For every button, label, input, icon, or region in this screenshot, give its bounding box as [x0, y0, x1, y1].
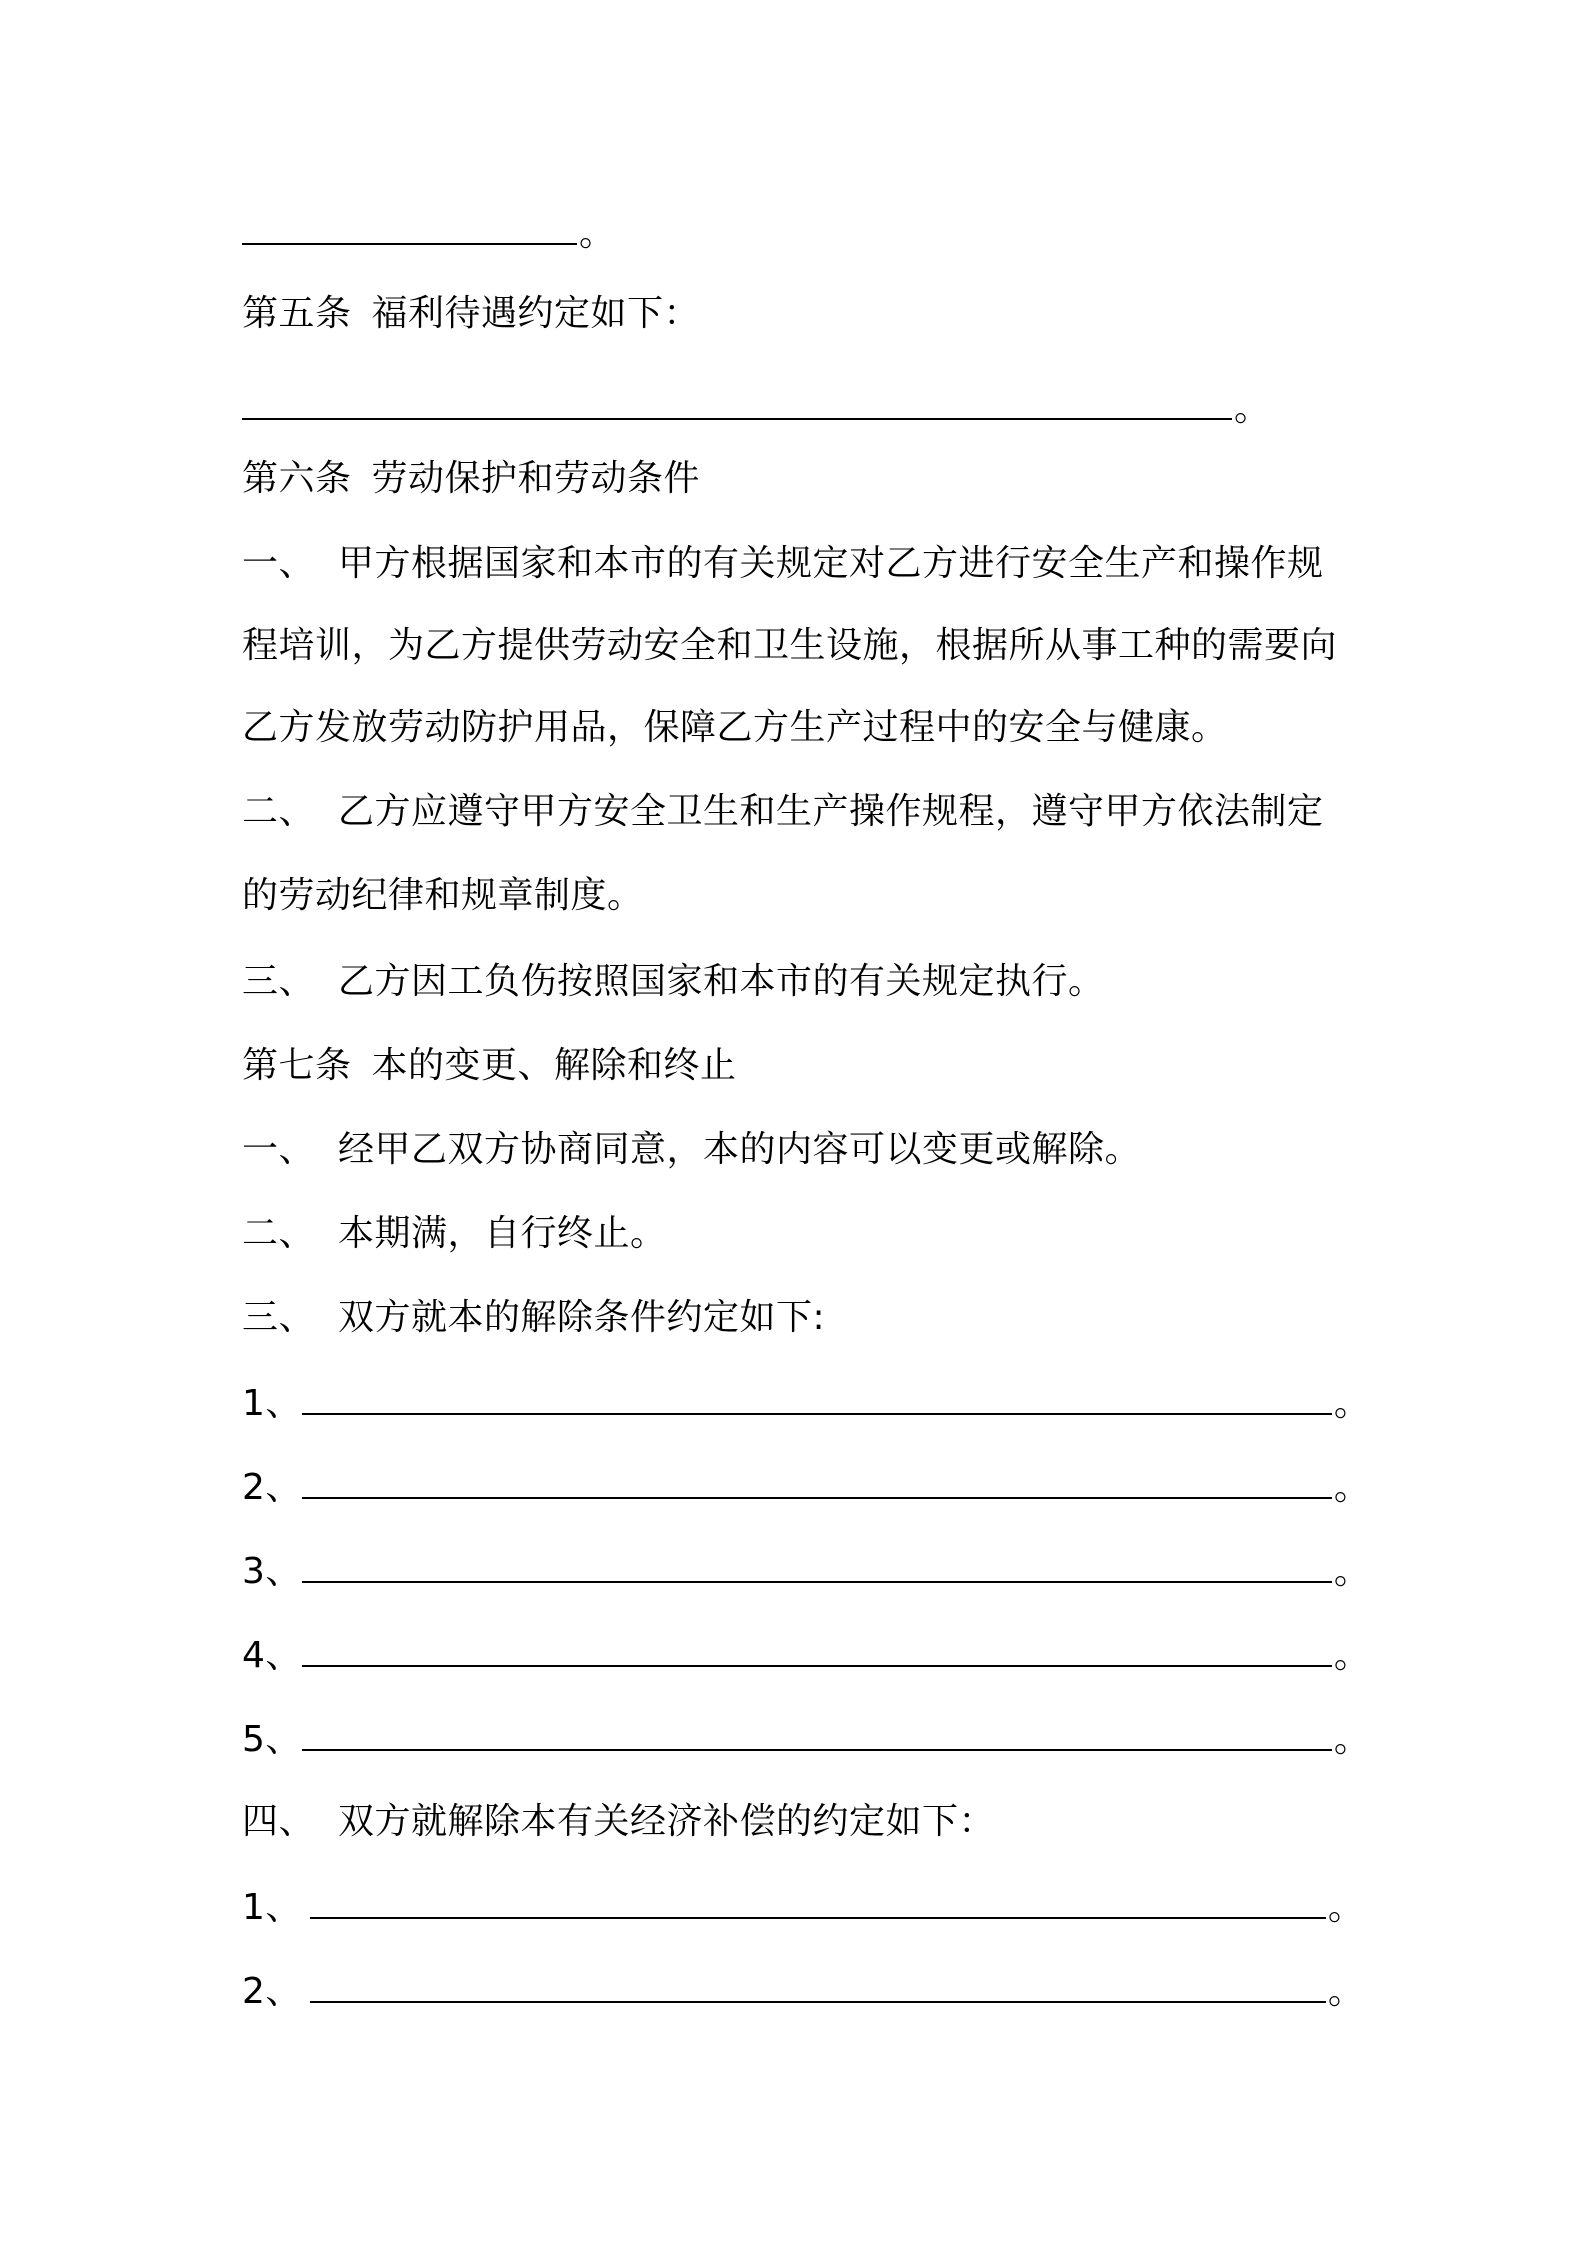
paragraph-text: 经甲乙双方协商同意，本的内容可以变更或解除。	[338, 1129, 1142, 1170]
prev-article-blank-line	[242, 210, 616, 258]
paragraph-text: 双方就解除本有关经济补偿的约定如下：	[338, 1801, 996, 1842]
fill-blank	[302, 1635, 1332, 1667]
paragraph-text: 程培训，为乙方提供劳动安全和卫生设施，根据所从事工种的需要向	[242, 625, 1338, 666]
article-6-item-2-line-2	[242, 872, 644, 920]
paragraph-text: 本期满，自行终止。	[338, 1213, 667, 1254]
compensation-blank-line	[242, 1884, 1364, 1932]
article-5-blank-line	[242, 385, 1271, 433]
item-number: 四、	[242, 1801, 316, 1842]
sub-item-number: 3、	[242, 1551, 302, 1592]
article-number: 第五条	[242, 293, 352, 334]
item-number: 三、	[242, 961, 316, 1002]
condition-blank-line	[242, 1380, 1370, 1428]
fill-blank	[242, 213, 577, 245]
condition-blank-line	[242, 1632, 1370, 1680]
compensation-blank-line	[242, 1968, 1364, 2016]
condition-blank-line	[242, 1464, 1370, 1512]
article-7-item-1	[242, 1126, 1141, 1174]
paragraph-text: 乙方因工负伤按照国家和本市的有关规定执行。	[338, 961, 1105, 1002]
article-title: 本的变更、解除和终止	[371, 1045, 737, 1086]
article-6-item-3	[242, 958, 1105, 1006]
condition-blank-line	[242, 1716, 1370, 1764]
condition-blank-line	[242, 1548, 1370, 1596]
article-7-item-3	[242, 1294, 825, 1342]
item-number: 一、	[242, 543, 316, 584]
line-end-punct: 。	[1327, 1887, 1365, 1928]
article-6-item-1-line-1	[242, 540, 1324, 588]
paragraph-text: 甲方根据国家和本市的有关规定对乙方进行安全生产和操作规	[338, 543, 1324, 584]
item-number: 一、	[242, 1129, 316, 1170]
fill-blank	[242, 388, 1232, 420]
line-end-punct: 。	[579, 213, 616, 254]
article-6-item-1-line-3	[242, 704, 1228, 752]
sub-item-number: 2、	[242, 1467, 302, 1508]
paragraph-text: 双方就本的解除条件约定如下:	[338, 1297, 826, 1338]
article-6-heading	[242, 455, 700, 503]
line-end-punct: 。	[1333, 1551, 1371, 1592]
item-number: 三、	[242, 1297, 316, 1338]
sub-item-number: 1、	[242, 1383, 302, 1424]
article-title: 劳动保护和劳动条件	[371, 458, 701, 499]
article-5-heading	[242, 290, 700, 338]
paragraph-text: 的劳动纪律和规章制度。	[242, 875, 644, 916]
paragraph-text: 乙方发放劳动防护用品，保障乙方生产过程中的安全与健康。	[242, 707, 1228, 748]
article-6-item-2-line-1	[242, 788, 1324, 836]
line-end-punct: 。	[1234, 388, 1271, 429]
article-number: 第六条	[242, 458, 352, 499]
fill-blank	[310, 1887, 1326, 1919]
line-end-punct: 。	[1333, 1467, 1371, 1508]
line-end-punct: 。	[1327, 1971, 1365, 2012]
line-end-punct: 。	[1333, 1719, 1371, 1760]
fill-blank	[302, 1551, 1332, 1583]
line-end-punct: 。	[1333, 1635, 1371, 1676]
fill-blank	[302, 1467, 1332, 1499]
item-number: 二、	[242, 1213, 316, 1254]
paragraph-text: 乙方应遵守甲方安全卫生和生产操作规程，遵守甲方依法制定	[338, 791, 1324, 832]
article-title: 福利待遇约定如下：	[371, 293, 701, 334]
article-7-heading	[242, 1042, 737, 1090]
sub-item-number: 1、	[242, 1887, 302, 1928]
item-number: 二、	[242, 791, 316, 832]
fill-blank	[310, 1971, 1326, 2003]
article-number: 第七条	[242, 1045, 352, 1086]
line-end-punct: 。	[1333, 1383, 1371, 1424]
sub-item-number: 4、	[242, 1635, 302, 1676]
article-6-item-1-line-2	[242, 622, 1337, 670]
article-7-item-2	[242, 1210, 667, 1258]
sub-item-number: 5、	[242, 1719, 302, 1760]
fill-blank	[302, 1719, 1332, 1751]
fill-blank	[302, 1383, 1332, 1415]
sub-item-number: 2、	[242, 1971, 302, 2012]
article-7-item-4	[242, 1798, 995, 1846]
